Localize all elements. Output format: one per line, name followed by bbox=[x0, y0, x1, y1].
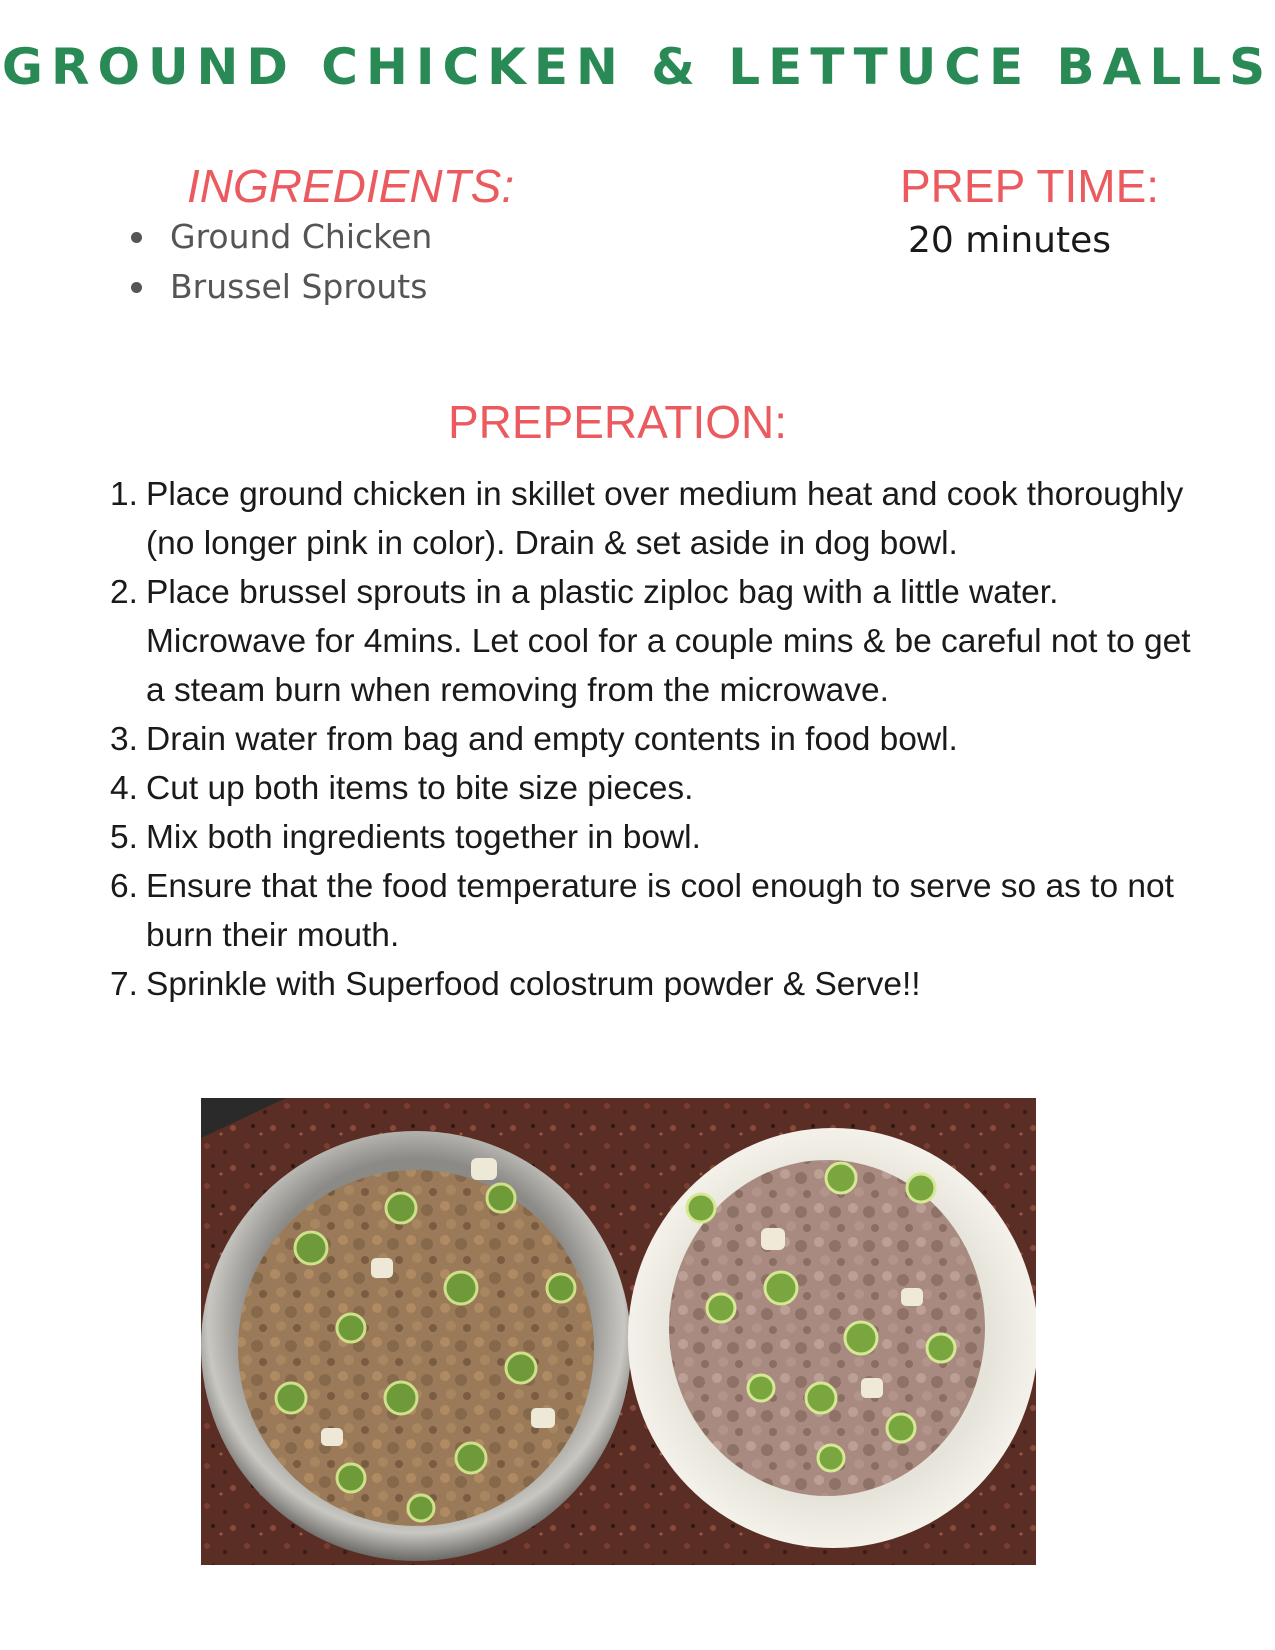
step-item bbox=[110, 568, 1200, 715]
ingredients-heading: INGREDIENTS: bbox=[187, 160, 515, 212]
step-number: 5. bbox=[110, 819, 138, 856]
step-text: Mix both ingredients together in bowl. bbox=[146, 819, 701, 856]
step-item bbox=[110, 862, 1200, 960]
step-number: 7. bbox=[110, 966, 138, 1003]
step-text: Place brussel sprouts in a plastic ziploc bag with a little water. Microwave for 4mins. Let cool for a couple mins & be careful not to get a steam burn when removing from the microwave. bbox=[146, 574, 1191, 709]
step-number: 6. bbox=[110, 868, 138, 905]
step-number: 3. bbox=[110, 721, 138, 758]
step-text: Sprinkle with Superfood colostrum powder & Serve!! bbox=[146, 966, 921, 1003]
step-item bbox=[110, 764, 1200, 813]
bullet-icon bbox=[131, 232, 142, 243]
step-text: Place ground chicken in skillet over medium heat and cook thoroughly (no longer pink in color). Drain & set aside in dog bowl. bbox=[146, 476, 1184, 562]
food-photo bbox=[201, 1098, 1036, 1565]
preparation-steps bbox=[110, 470, 1200, 1009]
step-item bbox=[110, 715, 1200, 764]
prep-time-heading: PREP TIME: bbox=[900, 160, 1160, 212]
step-item bbox=[110, 470, 1200, 568]
step-number: 4. bbox=[110, 770, 138, 807]
step-item bbox=[110, 960, 1200, 1009]
prep-time-value: 20 minutes bbox=[908, 220, 1111, 261]
step-number: 1. bbox=[110, 476, 138, 513]
step-text: Ensure that the food temperature is cool enough to serve so as to not burn their mouth. bbox=[146, 868, 1174, 954]
ingredient-item bbox=[120, 262, 432, 312]
step-item bbox=[110, 813, 1200, 862]
ingredients-list bbox=[120, 212, 432, 312]
step-text: Cut up both items to bite size pieces. bbox=[146, 770, 694, 807]
step-text: Drain water from bag and empty contents in food bowl. bbox=[146, 721, 958, 758]
step-number: 2. bbox=[110, 574, 138, 611]
ingredient-label: Brussel Sprouts bbox=[170, 267, 428, 306]
bullet-icon bbox=[131, 282, 142, 293]
ingredient-label: Ground Chicken bbox=[170, 217, 433, 256]
preparation-heading: PREPERATION: bbox=[447, 396, 788, 448]
recipe-title: GROUND CHICKEN & LETTUCE BALLS bbox=[1, 38, 1274, 96]
ingredient-item bbox=[120, 212, 432, 262]
